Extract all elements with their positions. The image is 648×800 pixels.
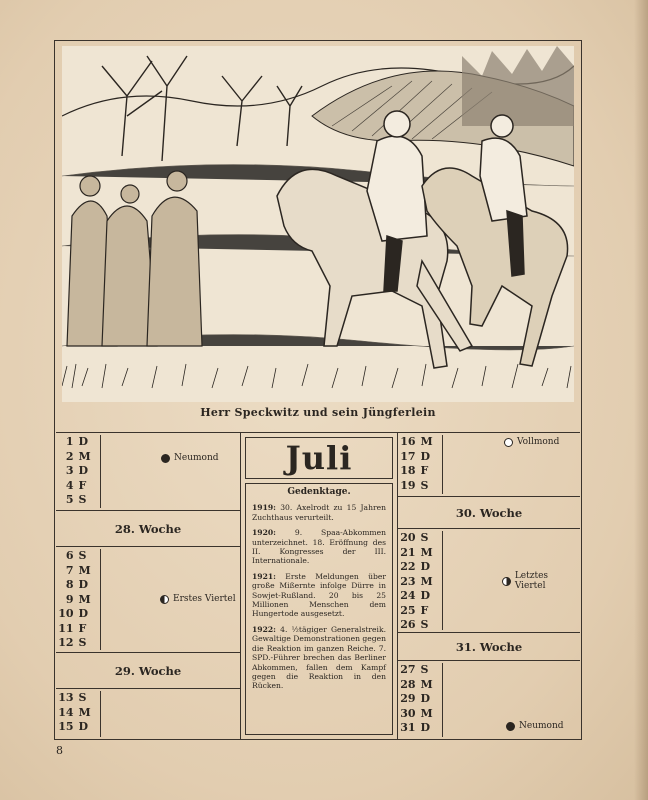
day-row: 25 F	[400, 603, 429, 617]
day-row: 9 M	[65, 592, 91, 606]
riders-sketch	[62, 46, 574, 402]
moon-phase-new-2: Neumond	[506, 721, 564, 731]
gedenktage-entry: 1922: 4. ½tägiger Generalstreik. Gewaltige Demonstrationen gegen die Reaktion im ganzen Reiche. 7. SPD.-Führer brechen das Berliner Abkommen, fallen dem Kampf gegen die Reaktion in den Rücken.	[252, 624, 386, 691]
day-row: 6 S	[65, 549, 87, 562]
week-28-label: 28. Woche	[56, 511, 240, 547]
day-row: 26 S	[400, 618, 429, 631]
day-row: 21 M	[400, 545, 433, 559]
full-moon-icon	[504, 438, 513, 447]
week-29b-block	[398, 433, 580, 497]
day-row: 13 S	[58, 691, 87, 704]
month-title: Juli	[245, 437, 393, 479]
day-row: 27 S	[400, 663, 429, 676]
day-list	[398, 531, 443, 630]
day-list	[398, 663, 443, 737]
day-row: 24 D	[400, 589, 431, 602]
day-list	[56, 435, 101, 508]
gedenktage-heading: Gedenktage.	[287, 487, 351, 497]
day-row: 20 S	[400, 531, 429, 544]
page-edge-shadow	[634, 0, 648, 800]
new-moon-icon	[506, 722, 515, 731]
week-29-label: 29. Woche	[56, 653, 240, 689]
day-row: 16 M	[400, 435, 433, 448]
day-row: 2 M	[65, 449, 91, 463]
new-moon-icon	[161, 454, 170, 463]
week-28-block	[56, 547, 240, 653]
day-row: 22 D	[400, 560, 431, 573]
week-30-block	[398, 529, 580, 633]
day-row: 17 D	[400, 449, 431, 463]
week-30-label: 30. Woche	[398, 497, 580, 529]
day-list	[398, 435, 443, 494]
day-row: 18 F	[400, 464, 429, 477]
day-row: 29 D	[400, 692, 431, 705]
week-31-label: 31. Woche	[398, 633, 580, 661]
moon-phase-full: Vollmond	[504, 437, 559, 447]
day-row: 31 D	[400, 721, 431, 734]
day-row: 30 M	[400, 706, 433, 720]
calendar-middle-column	[240, 433, 398, 739]
day-row: 19 S	[400, 478, 429, 492]
day-row: 1 D	[65, 435, 89, 448]
day-row: 15 D	[58, 720, 89, 733]
moon-phase-first-quarter: Erstes Viertel	[160, 594, 236, 604]
day-row: 8 D	[65, 578, 89, 591]
day-row: 3 D	[65, 464, 89, 477]
day-row: 11 F	[58, 621, 87, 635]
moon-phase-last-quarter: Letztes Viertel	[502, 571, 580, 591]
page-number: 8	[56, 744, 63, 757]
first-quarter-moon-icon	[160, 595, 169, 604]
moon-phase-new: Neumond	[161, 453, 219, 463]
day-row: 4 F	[65, 478, 87, 492]
day-row: 23 M	[400, 574, 433, 588]
calendar-grid	[56, 432, 580, 738]
gedenktage-entry: 1919: 30. Axelrodt zu 15 Jahren Zuchthaus verurteilt.	[252, 503, 386, 522]
gedenktage-entry: 1921: Erste Meldungen über große Mißernte infolge Dürre in Sowjet-Rußland. 20 bis 25 Millionen Menschen dem Hungertode ausgesetzt.	[252, 571, 386, 619]
week-31-block	[398, 661, 580, 739]
calendar-right-column	[398, 433, 580, 739]
day-row: 10 D	[58, 607, 89, 620]
calendar-left-column	[56, 433, 240, 739]
day-row: 28 M	[400, 677, 433, 691]
day-list	[56, 691, 101, 737]
day-row: 14 M	[58, 705, 91, 719]
day-row: 7 M	[65, 563, 91, 577]
week-27-block	[56, 433, 240, 511]
day-row: 12 S	[58, 636, 87, 649]
illustration	[62, 46, 574, 402]
day-list	[56, 549, 101, 650]
illustration-caption: Herr Speckwitz und sein Jüngferlein	[200, 406, 436, 419]
day-row: 5 S	[65, 493, 87, 506]
gedenktage-box	[245, 483, 393, 735]
gedenktage-entry: 1920: 9. Spaa-Abkommen unterzeichnet. 18. Eröffnung des II. Kongresses der III. Internationale.	[252, 528, 386, 566]
last-quarter-moon-icon	[502, 577, 511, 586]
week-29-block	[56, 689, 240, 739]
